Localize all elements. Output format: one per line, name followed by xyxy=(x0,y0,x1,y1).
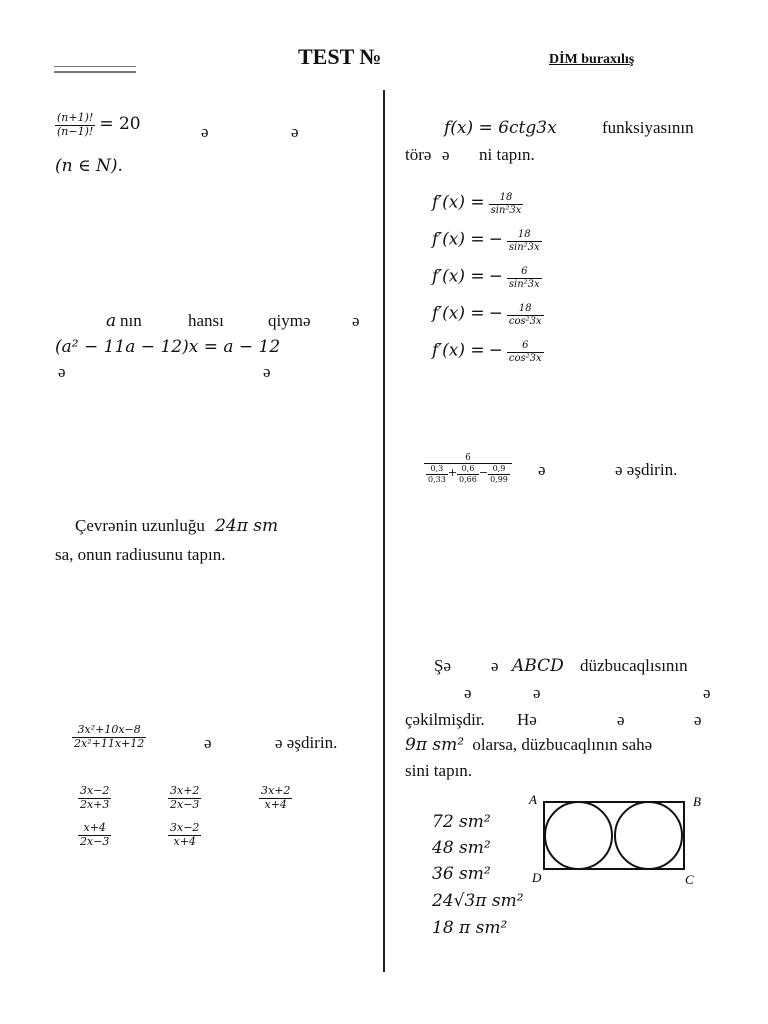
r-q3-option-4: 24√3π sm² xyxy=(432,891,524,911)
q3-line1: Çevrənin uzunluğu 24π sm xyxy=(75,516,279,536)
left-q1: $\frac{(n+1)!}{(n-1)!}$ = 20 xyxy=(57,111,141,138)
r-q1-function: f(x) = 6ctg3x xyxy=(444,118,557,138)
q2-equation: (a² − 11a − 12)x = a − 12 xyxy=(55,337,281,357)
left-q4 xyxy=(72,724,146,750)
rectangle-circles-figure xyxy=(524,790,710,890)
vertex-a-label: A xyxy=(529,792,537,807)
r-q3-option-1: 72 sm² xyxy=(432,812,491,832)
r-q3-option-2: 48 sm² xyxy=(432,838,491,858)
q1-condition: (n ∈ N). xyxy=(55,156,123,176)
r-q3-rect-name: ABCD xyxy=(512,656,564,676)
q4-fraction: $\frac{\text{3x²+10x−8}}{\text{2x²+11x+12}}$ xyxy=(74,723,145,750)
r-q1-option-1: f′(x) = $\frac{18}{\text{sin²3x}}$ xyxy=(432,192,522,216)
r-q3-option-5: 18 π sm² xyxy=(432,918,508,938)
page-title: TEST № xyxy=(298,44,382,69)
q4-option-3: $\frac{3x+2}{x+4}$ xyxy=(261,784,291,811)
q4-option-5: $\frac{3x-2}{x+4}$ xyxy=(170,821,200,848)
q4-option-4: $\frac{x+4}{2x-3}$ xyxy=(80,821,110,848)
vertex-b-label: B xyxy=(693,794,701,809)
r-q2-expression: 6 $\frac{0,3}{0,33}$ + $\frac{0,6}{0,66}$ − $\frac{0,9}{0,99}$ xyxy=(424,453,512,484)
r-q1-option-4: f′(x) = − $\frac{18}{\text{cos²3x}}$ xyxy=(432,303,542,327)
r-q3-option-3: 36 sm² xyxy=(432,864,491,884)
r-q1-option-2: f′(x) = − $\frac{18}{\text{sin²3x}}$ xyxy=(432,229,540,253)
q4-option-2: $\frac{3x+2}{2x-3}$ xyxy=(170,784,200,811)
header-rule xyxy=(54,66,136,73)
r-q1-option-5: f′(x) = − $\frac{6}{\text{cos²3x}}$ xyxy=(432,340,542,364)
q1-fraction: $\frac{(n+1)!}{(n-1)!}$ xyxy=(57,111,94,138)
q4-option-1: $\frac{3x-2}{2x+3}$ xyxy=(80,784,110,811)
column-divider xyxy=(383,90,385,972)
vertex-c-label: C xyxy=(685,872,694,887)
header-right-label: DİM buraxılış xyxy=(549,52,635,67)
vertex-d-label: D xyxy=(532,870,542,885)
r-q1-option-3: f′(x) = − $\frac{6}{\text{sin²3x}}$ xyxy=(432,266,540,290)
